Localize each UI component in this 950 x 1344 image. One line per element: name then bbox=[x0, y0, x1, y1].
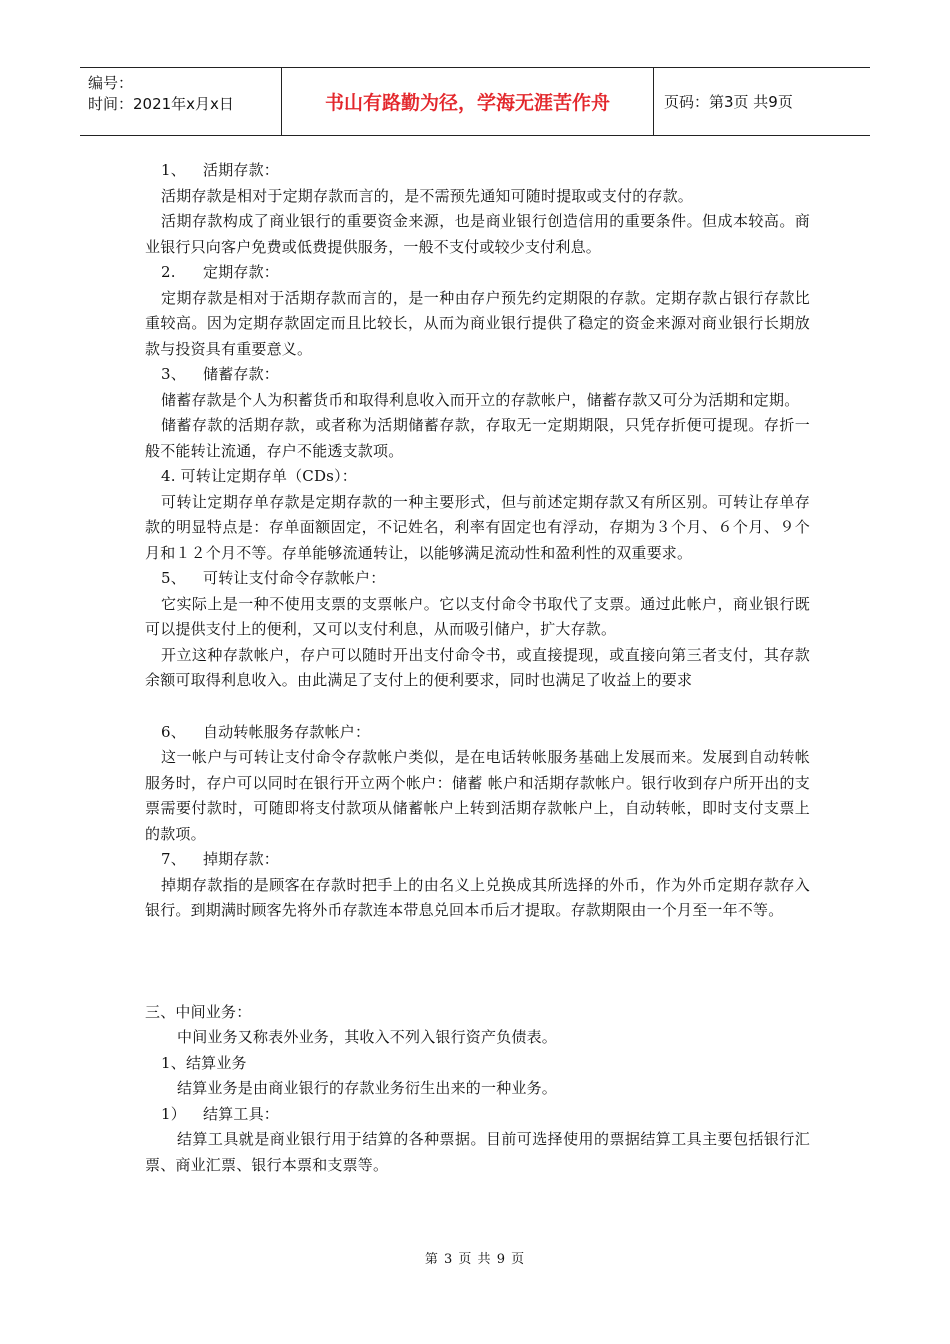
header-meta bbox=[80, 68, 282, 135]
section-heading: 4. 可转让定期存单（CDs）： bbox=[161, 467, 357, 485]
paragraph: 储蓄存款是个人为积蓄货币和取得利息收入而开立的存款帐户，储蓄存款又可分为活期和定期。 bbox=[161, 390, 800, 409]
chapter-heading: 三、中间业务： bbox=[145, 1002, 252, 1021]
time-label: 时间：2021年x月x日 bbox=[88, 95, 234, 113]
paragraph: 它实际上是一种不使用支票的支票帐户。它以支付命令书取代了支票。通过此帐户，商业银行既可以提供支付上的便利，又可以支付利息，从而吸引储户，扩大存款。 bbox=[145, 594, 810, 638]
page-number-label: 页码：第3页 共9页 bbox=[664, 93, 793, 111]
header-motto: 书山有路勤为径，学海无涯苦作舟 bbox=[282, 68, 654, 135]
paragraph: 结算工具就是商业银行用于结算的各种票据。目前可选择使用的票据结算工具主要包括银行汇票、商业汇票、银行本票和支票等。 bbox=[145, 1130, 810, 1174]
page-header bbox=[80, 67, 870, 136]
section-heading: 6、 自动转帐服务存款帐户： bbox=[161, 722, 371, 741]
paragraph: 可转让定期存单存款是定期存款的一种主要形式，但与前述定期存款又有所区别。可转让存单存款的明显特点是：存单面额固定，不记姓名，利率有固定也有浮动，存期为３个月、６个月、９个月和１２个月不等。存单能够流通转让，以能够满足流动性和盈利性的双重要求。 bbox=[145, 492, 810, 562]
paragraph: 储蓄存款的活期存款，或者称为活期储蓄存款，存取无一定期期限，只凭存折便可提现。存折一般不能转让流通，存户不能透支款项。 bbox=[145, 416, 810, 460]
section-heading: 5、 可转让支付命令存款帐户： bbox=[161, 569, 386, 587]
paragraph: 结算业务是由商业银行的存款业务衍生出来的一种业务。 bbox=[177, 1079, 558, 1097]
section-heading: 3、 储蓄存款： bbox=[161, 365, 280, 383]
paragraph: 活期存款构成了商业银行的重要资金来源，也是商业银行创造信用的重要条件。但成本较高。商业银行只向客户免费或低费提供服务，一般不支付或较少支付利息。 bbox=[145, 212, 810, 256]
section-heading: 7、 掉期存款： bbox=[161, 850, 280, 868]
paragraph: 开立这种存款帐户，存户可以随时开出支付命令书，或直接提现，或直接向第三者支付，其存款余额可取得利息收入。由此满足了支付上的便利要求，同时也满足了收益上的要求 bbox=[145, 645, 810, 689]
paragraph: 这一帐户与可转让支付命令存款帐户类似，是在电话转帐服务基础上发展而来。发展到自动转帐服务时，存户可以同时在银行开立两个帐户：储蓄 帐户和活期存款帐户。银行收到存户所开出的支票需要付款时，可随即将支付款项从储蓄帐户上转到活期存款帐户上，自动转帐，即时支付支票上的款项。 bbox=[145, 748, 810, 843]
section-heading: 1、结算业务 bbox=[161, 1053, 247, 1072]
section-heading: 1、 活期存款： bbox=[161, 161, 280, 179]
paragraph: 定期存款是相对于活期存款而言的，是一种由存户预先约定期限的存款。定期存款占银行存款比重较高。因为定期存款固定而且比较长，从而为商业银行提供了稳定的资金来源对商业银行长期放款与投资具有重要意义。 bbox=[145, 288, 810, 358]
page-footer: 第 3 页 共 9 页 bbox=[424, 1252, 526, 1267]
paragraph: 中间业务又称表外业务，其收入不列入银行资产负债表。 bbox=[177, 1028, 558, 1046]
document-body bbox=[145, 158, 810, 1178]
paragraph: 活期存款是相对于定期存款而言的，是不需预先通知可随时提取或支付的存款。 bbox=[161, 186, 694, 205]
serial-label: 编号： bbox=[88, 74, 134, 92]
section-heading: 2. 定期存款： bbox=[161, 263, 280, 281]
section-heading: 1） 结算工具： bbox=[161, 1104, 280, 1123]
paragraph: 掉期存款指的是顾客在存款时把手上的由名义上兑换成其所选择的外币，作为外币定期存款存入银行。到期满时顾客先将外币存款连本带息兑回本币后才提取。存款期限由一个月至一年不等。 bbox=[145, 875, 810, 919]
